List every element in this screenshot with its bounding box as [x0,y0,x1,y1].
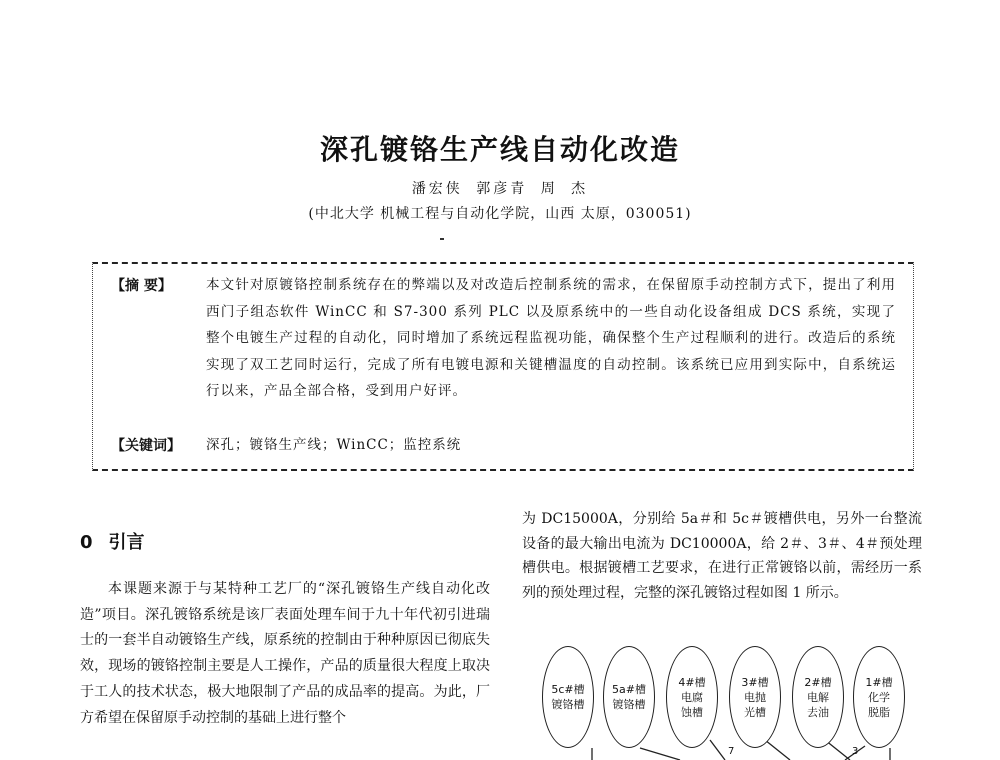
body-paragraph: 本课题来源于与某特种工艺厂的“深孔镀铬生产线自动化改造”项目。深孔镀铬系统是该厂表面处理车间于九十年代初引进瑞士的一套半自动镀铬生产线，原系统的控制由于种种原因已彻底失效，现场的镀铬控制主要是人工操作，产品的质量很大程度上取决于工人的技术状态，极大地限制了产品的成品率的提高。为此，厂方希望在保留原手动控制的基础上进行整个 [80,581,490,726]
tank-name: 镀铬槽 [612,698,646,711]
tank-id: 1#槽 [865,675,893,689]
tank-1 [853,646,905,748]
tank-id: 4#槽 [678,675,706,689]
tank-5c [542,646,594,748]
paper-affiliation: (中北大学 机械工程与自动化学院，山西 太原，030051) [308,206,692,222]
tank-name: 电抛 [744,690,766,704]
tank-id: 3#槽 [741,675,769,689]
tank-3 [729,646,781,748]
tank-name: 去油 [807,705,829,719]
tank-name: 电解 [807,690,829,704]
tank-name: 光槽 [744,705,766,719]
keywords-text: 深孔；镀铬生产线；WinCC；监控系统 [206,437,462,453]
process-figure [540,640,940,760]
section-heading [80,528,145,554]
tank-id: 2#槽 [804,675,832,689]
tank-5a [603,646,655,748]
tank-id: 5a#槽 [612,683,646,696]
tank-name: 镀铬槽 [551,698,585,711]
abstract-text: 本文针对原镀铬控制系统存在的弊端以及对改造后控制系统的需求，在保留原手动控制方式下，提出了利用西门子组态软件 WinCC 和 S7-300 系列 PLC 以及原系统中的一些自动化设备组成 DCS 系统，实现了整个电镀生产过程的自动化，同时增加了系统远程监视功能，确保整个生产过程顺利的进行。改造后的系统实现了双工艺同时运行，完成了所有电镀电源和关键槽温度的自动控制。该系统已应用到实际中，自系统运行以来，产品全部合格，受到用户好评。 [206,277,896,399]
stray-mark [440,238,444,240]
section-number: 0 [80,532,93,553]
tank-name: 化学 [868,690,890,704]
step-label: 3 [852,746,859,757]
tank-2 [792,646,844,748]
tank-name: 电腐 [681,690,703,704]
section-title: 引言 [108,532,145,553]
body-right-column [522,507,922,605]
tank-4 [666,646,718,748]
paper-authors: 潘宏侠 郭彦青 周 杰 [411,181,589,197]
body-paragraph: 为 DC15000A，分别给 5a＃和 5c＃镀槽供电，另外一台整流设备的最大输出电流为 DC10000A，给 2＃、3＃、4＃预处理槽供电。根据镀槽工艺要求，在进行正常镀铬以前，需经历一系列的预处理过程，完整的深孔镀铬过程如图 1 所示。 [522,511,922,601]
tank-id: 5c#槽 [551,683,585,696]
body-left-column [80,577,490,731]
abstract-box [92,262,914,471]
step-label: 7 [728,746,735,757]
tank-name: 蚀槽 [681,705,703,719]
paper-title: 深孔镀铬生产线自动化改造 [319,133,680,166]
abstract-label: 【摘 要】 [111,278,172,294]
keywords-label: 【关键词】 [111,438,181,454]
tank-name: 脱脂 [868,705,890,719]
